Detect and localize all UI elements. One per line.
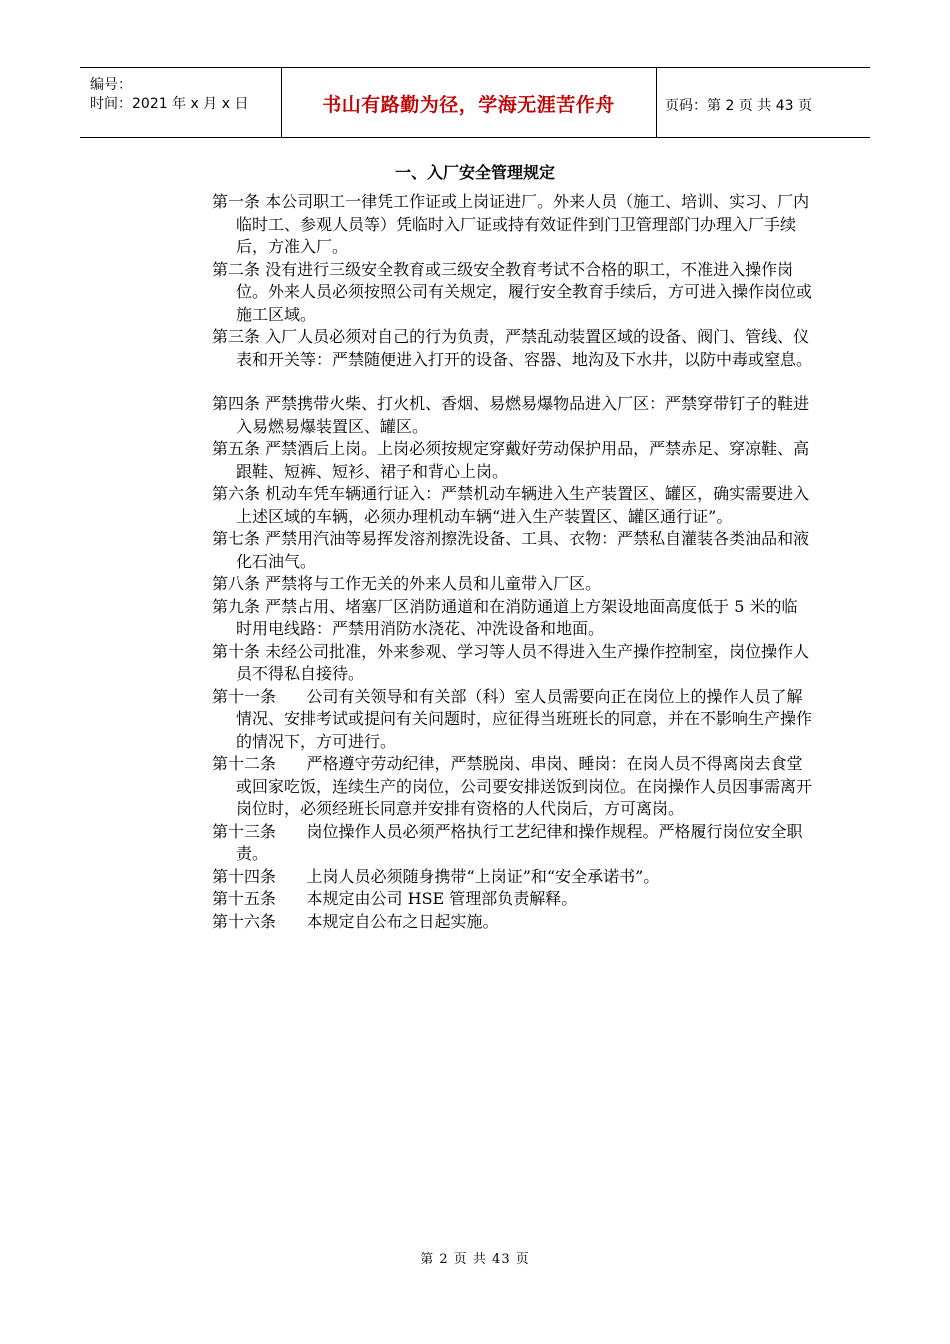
article-label: 第七条: [212, 529, 261, 548]
document-title: 一、入厂安全管理规定: [394, 163, 555, 182]
article-separator: [276, 867, 307, 886]
article-text: 未经公司批准，外来参观、学习等人员不得进入生产操作控制室，岗位操作人员不得私自接待。: [236, 641, 810, 683]
header-page-cell: [657, 68, 870, 137]
article-label: 第五条: [212, 439, 261, 458]
article-label: 第十六条: [212, 911, 277, 931]
article-label: 第六条: [212, 484, 261, 503]
article-separator: [276, 687, 307, 706]
article-label: 第一条: [212, 192, 261, 211]
article-label: 第十一条: [212, 686, 277, 706]
article-item: [212, 326, 812, 371]
article-separator: [276, 822, 307, 841]
article-label: 第九条: [212, 596, 261, 616]
page-header: [80, 67, 870, 138]
article-text: 上岗人员必须随身携带“上岗证”和“安全承诺书”。: [306, 866, 660, 886]
article-label: 第十三条: [212, 821, 277, 841]
article-text: 岗位操作人员必须严格执行工艺纪律和操作规程。严格履行岗位安全职责。: [236, 821, 803, 863]
article-item: [212, 866, 812, 889]
article-item: [212, 438, 812, 483]
article-text: 机动车凭车辆通行证入：严禁机动车辆进入生产装置区、罐区，确实需要进入上述区域的车辆，必须办理机动车辆“进入生产装置区、罐区通行证”。: [236, 484, 810, 526]
article-text: 本规定自公布之日起实施。: [306, 911, 499, 931]
article-text: 严禁将与工作无关的外来人员和儿童带入厂区。: [265, 574, 602, 593]
article-list: [212, 191, 812, 933]
article-text: 本公司职工一律凭工作证或上岗证进厂。外来人员（施工、培训、实习、厂内临时工、参观人员等）凭临时入厂证或持有效证件到门卫管理部门办理入厂手续后，方准入厂。: [236, 192, 810, 256]
article-item: [212, 259, 812, 327]
article-label: 第十条: [212, 641, 261, 661]
article-item: [212, 753, 812, 821]
article-item: [212, 911, 812, 934]
article-item: [212, 596, 812, 641]
article-item: [212, 483, 812, 528]
article-label: 第十五条: [212, 889, 277, 908]
article-text: 严禁用汽油等易挥发溶剂擦洗设备、工具、衣物：严禁私自灌装各类油品和液化石油气。: [236, 529, 810, 571]
article-text: 本规定由公司 HSE 管理部负责解释。: [306, 889, 578, 908]
paragraph-gap: [212, 371, 812, 393]
article-label: 第二条: [212, 259, 261, 279]
article-text: 公司有关领导和有关部（科）室人员需要向正在岗位上的操作人员了解情况、安排考试或提问有关问题时，应征得当班班长的同意，并在不影响生产操作的情况下，方可进行。: [236, 686, 813, 751]
time-label: 时间：2021 年 x 月 x 日: [90, 96, 249, 112]
article-separator: [276, 889, 307, 908]
article-separator: [276, 912, 307, 931]
article-label: 第十四条: [212, 866, 277, 886]
article-item: [212, 573, 812, 596]
header-left-cell: [80, 68, 282, 137]
header-motto-cell: [281, 68, 657, 137]
article-item: [212, 191, 812, 259]
article-text: 严禁携带火柴、打火机、香烟、易燃易爆物品进入厂区：严禁穿带钉子的鞋进入易燃易爆装置区、罐区。: [236, 394, 810, 436]
article-label: 第三条: [212, 327, 261, 346]
page-footer: 第 2 页 共 43 页: [420, 1252, 530, 1267]
article-text: 严格遵守劳动纪律，严禁脱岗、串岗、睡岗：在岗人员不得离岗去食堂或回家吃饭，连续生产的岗位，公司要安排送饭到岗位。在岗操作人员因事需离开岗位时，必须经班长同意并安排有资格的人代岗后，方可离岗。: [236, 754, 813, 818]
article-text: 严禁酒后上岗。上岗必须按规定穿戴好劳动保护用品，严禁赤足、穿凉鞋、高跟鞋、短裤、短衫、裙子和背心上岗。: [236, 439, 810, 481]
article-item: [212, 393, 812, 438]
article-item: [212, 888, 812, 911]
article-label: 第四条: [212, 394, 261, 413]
header-motto: 书山有路勤为径，学海无涯苦作舟: [322, 94, 615, 116]
number-label: 编号：: [90, 77, 132, 93]
article-text: 严禁占用、堵塞厂区消防通道和在消防通道上方架设地面高度低于 5 米的临时用电线路：严禁用消防水浇花、冲洗设备和地面。: [236, 596, 798, 638]
article-label: 第十二条: [212, 754, 277, 773]
article-item: [212, 686, 812, 754]
article-separator: [276, 754, 307, 773]
article-item: [212, 821, 812, 866]
header-page-info: 页码：第 2 页 共 43 页: [665, 98, 812, 114]
article-item: [212, 641, 812, 686]
article-text: 没有进行三级安全教育或三级安全教育考试不合格的职工，不准进入操作岗位。外来人员必须按照公司有关规定，履行安全教育手续后，方可进入操作岗位或施工区域。: [236, 259, 813, 324]
article-item: [212, 528, 812, 573]
article-text: 入厂人员必须对自己的行为负责，严禁乱动装置区域的设备、阀门、管线、仪表和开关等：严禁随便进入打开的设备、容器、地沟及下水井，以防中毒或窒息。: [236, 327, 813, 369]
article-label: 第八条: [212, 574, 261, 593]
